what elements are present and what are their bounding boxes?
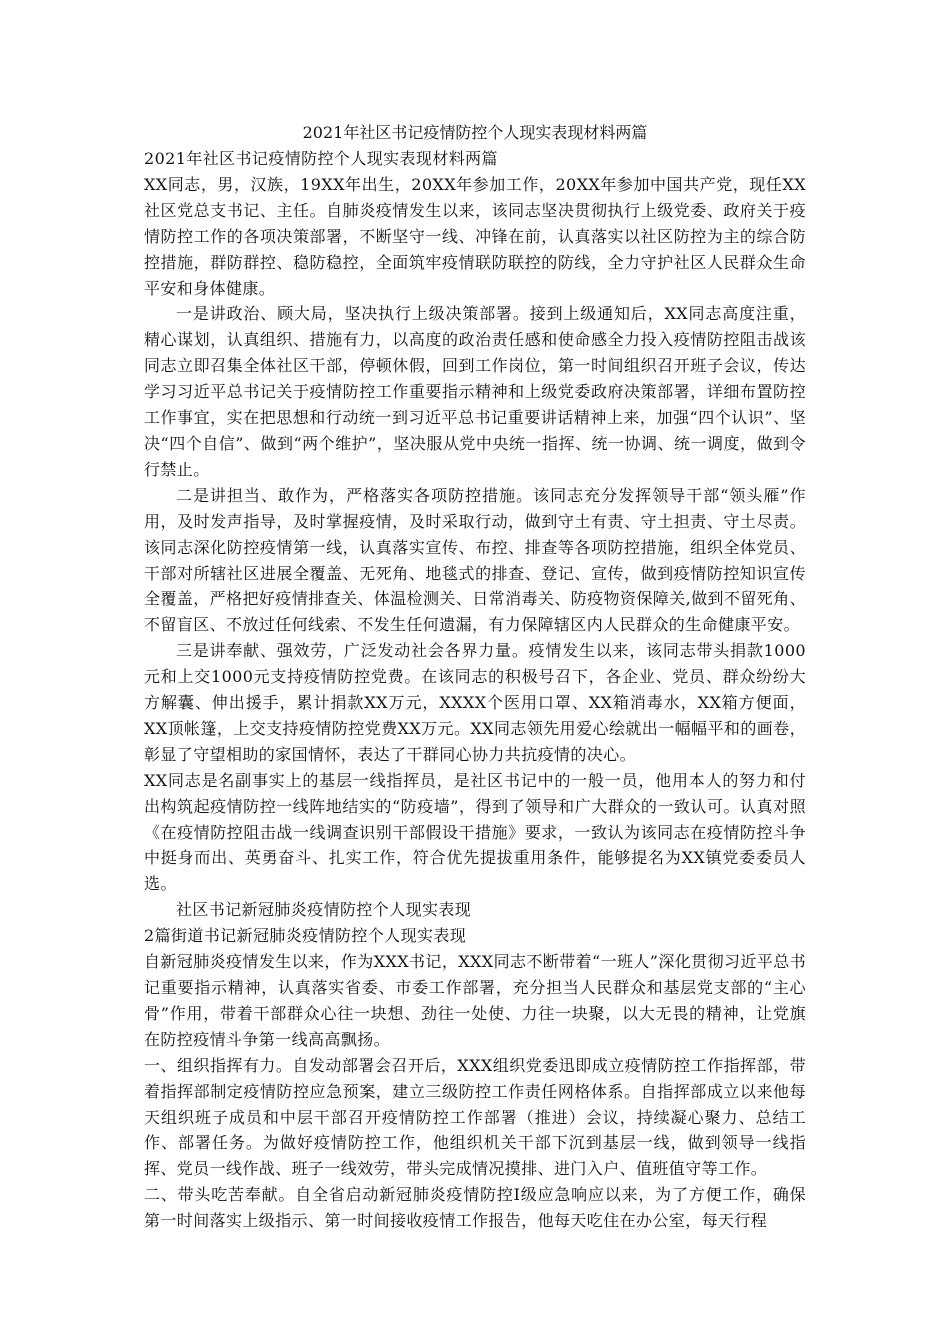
paragraph: XX同志是名副事实上的基层一线指挥员，是社区书记中的一般一员，他用本人的努力和付出构筑起疫情防控一线阵地结实的“防疫墙”，得到了领导和广大群众的一致认可。认真对照《在疫情防控阻击战一线调查识别干部假设干措施》要求，一致认为该同志在疫情防控斗争中挺身而出、英勇奋斗、扎实工作，符合优先提拔重用条件，能够提名为XX镇党委委员人选。: [144, 770, 806, 894]
paragraph: 2021年社区书记疫情防控个人现实表现材料两篇: [144, 149, 498, 168]
document-title: 2021年社区书记疫情防控个人现实表现材料两篇: [302, 123, 648, 142]
paragraph: 社区书记新冠肺炎疫情防控个人现实表现: [176, 900, 472, 920]
document-body: [144, 146, 806, 1234]
paragraph: 二是讲担当、敢作为，严格落实各项防控措施。该同志充分发挥领导干部“领头雁”作用，及时发声指导，及时掌握疫情，及时采取行动，做到守土有责、守土担责、守土尽责。该同志深化防控疫情第一线，认真落实宣传、布控、排查等各项防控措施，组织全体党员、干部对所辖社区进展全覆盖、无死角、地毯式的排查、登记、宣传，做到疫情防控知识宣传全覆盖，严格把好疫情排查关、体温检测关、日常消毒关、防疫物资保障关,做到不留死角、不留盲区、不放过任何线索、不发生任何遗漏，有力保障辖区内人民群众的生命健康平安。: [144, 485, 806, 635]
paragraph: 一、组织指挥有力。自发动部署会召开后，XXX组织党委迅即成立疫情防控工作指挥部，带着指挥部制定疫情防控应急预案，建立三级防控工作责任网格体系。自指挥部成立以来他每天组织班子成员和中层干部召开疫情防控工作部署（推进）会议，持续凝心聚力、总结工作、部署任务。为做好疫情防控工作，他组织机关干部下沉到基层一线，做到领导一线指挥、党员一线作战、班子一线效劳，带头完成情况摸排、进门入户、值班值守等工作。: [144, 1055, 806, 1179]
paragraph: 自新冠肺炎疫情发生以来，作为XXX书记，XXX同志不断带着“一班人”深化贯彻习近平总书记重要指示精神，认真落实省委、市委工作部署，充分担当人民群众和基层党支部的“主心骨”作用，带着干部群众心往一块想、劲往一处使、力往一块聚，以大无畏的精神，让党旗在防控疫情斗争第一线高高飘扬。: [144, 952, 806, 1049]
paragraph: XX同志，男，汉族，19XX年出生，20XX年参加工作，20XX年参加中国共产党，现任XX社区党总支书记、主任。自肺炎疫情发生以来，该同志坚决贯彻执行上级党委、政府关于疫情防控工作的各项决策部署，不断坚守一线、冲锋在前，认真落实以社区防控为主的综合防控措施，群防群控、稳防稳控，全面筑牢疫情联防联控的防线，全力守护社区人民群众生命平安和身体健康。: [144, 174, 806, 298]
paragraph: 二、带头吃苦奉献。自全省启动新冠肺炎疫情防控Ⅰ级应急响应以来，为了方便工作，确保第一时间落实上级指示、第一时间接收疫情工作报告，他每天吃住在办公室，每天行程: [144, 1185, 806, 1231]
paragraph: 三是讲奉献、强效劳，广泛发动社会各界力量。疫情发生以来，该同志带头捐款1000元和上交1000元支持疫情防控党费。在该同志的积极号召下，各企业、党员、群众纷纷大方解囊、伸出援手，累计捐款XX万元，XXXX个医用口罩、XX箱消毒水，XX箱方便面，XX顶帐篷，上交支持疫情防控党费XX万元。XX同志领先用爱心绘就出一幅幅平和的画卷，彰显了守望相助的家国情怀，表达了干群同心协力共抗疫情的决心。: [144, 641, 806, 764]
paragraph: 2篇街道书记新冠肺炎疫情防控个人现实表现: [144, 926, 467, 946]
paragraph: 一是讲政治、顾大局，坚决执行上级决策部署。接到上级通知后，XX同志高度注重，精心谋划，认真组织、措施有力，以高度的政治责任感和使命感全力投入疫情防控阻击战该同志立即召集全体社区干部，停顿休假，回到工作岗位，第一时间组织召开班子会议，传达学习习近平总书记关于疫情防控工作重要指示精神和上级党委政府决策部署，详细布置防控工作事宜，实在把思想和行动统一到习近平总书记重要讲话精神上来，加强“四个认识”、坚决“四个自信”、做到“两个维护”，坚决服从党中央统一指挥、统一协调、统一调度，做到令行禁止。: [144, 304, 806, 479]
